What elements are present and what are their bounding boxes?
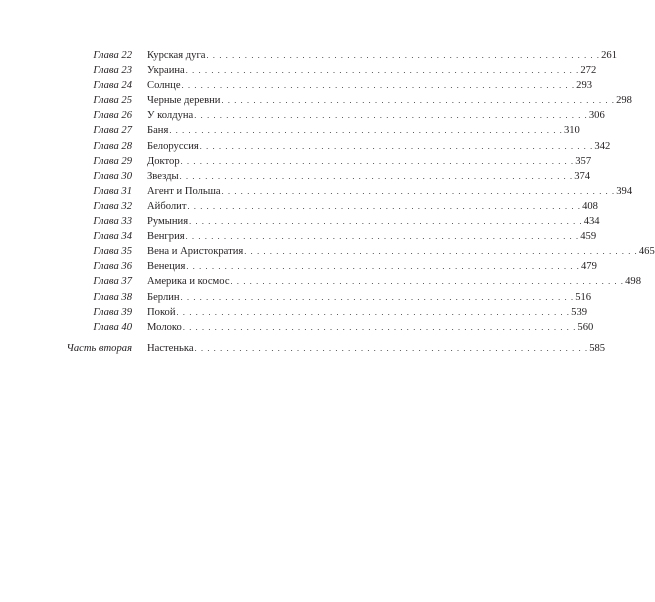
part-page-number: 585 [589, 342, 606, 354]
chapter-entry [147, 139, 611, 154]
chapter-entry [147, 63, 597, 78]
chapter-page-number: 539 [571, 306, 588, 318]
chapter-label: Глава 31 [93, 185, 132, 197]
chapter-entry [147, 48, 618, 63]
dot-leader: . . . . . . . . . . . . . . . . . . . . . . . . . . . . . . . . . . . . . . . . . . . . . . . . . . . . . . . . . . . . . . [186, 262, 580, 272]
chapter-page-number: 261 [601, 50, 618, 61]
chapter-page-number: 465 [638, 246, 655, 258]
chapter-title: Доктор [147, 155, 180, 167]
dot-leader: . . . . . . . . . . . . . . . . . . . . . . . . . . . . . . . . . . . . . . . . . . . . . . . . . . . . . . . . . . . . . . [199, 141, 594, 151]
chapter-label: Глава 36 [93, 261, 132, 273]
dot-leader: . . . . . . . . . . . . . . . . . . . . . . . . . . . . . . . . . . . . . . . . . . . . . . . . . . . . . . . . . . . . . . [182, 322, 577, 332]
chapter-label: Глава 33 [93, 216, 132, 228]
toc-row [0, 108, 605, 123]
chapter-title: Америка и космос [147, 276, 230, 288]
dot-leader: . . . . . . . . . . . . . . . . . . . . . . . . . . . . . . . . . . . . . . . . . . . . . . . . . . . . . . . . . . . . . . [230, 277, 625, 287]
toc-row [0, 290, 592, 305]
chapter-label: Глава 28 [93, 140, 132, 152]
chapter-label: Глава 38 [93, 291, 132, 303]
chapter-page-number: 516 [575, 291, 592, 303]
chapter-label: Глава 22 [93, 50, 132, 61]
chapter-title: Молоко [147, 321, 182, 333]
chapter-title: Берлин [147, 291, 180, 303]
chapter-page-number: 306 [588, 110, 605, 122]
chapter-page-number: 459 [580, 231, 597, 243]
toc-row [0, 214, 600, 229]
chapter-label: Глава 23 [93, 65, 132, 77]
toc-row [0, 184, 633, 199]
chapter-entry [147, 214, 600, 229]
toc-row [0, 274, 642, 289]
dot-leader: . . . . . . . . . . . . . . . . . . . . . . . . . . . . . . . . . . . . . . . . . . . . . . . . . . . . . . . . . . . . . . [179, 171, 574, 181]
chapter-entry [147, 154, 592, 169]
chapter-label: Глава 30 [93, 170, 132, 182]
chapter-title: Айболит [147, 200, 187, 212]
dot-leader: . . . . . . . . . . . . . . . . . . . . . . . . . . . . . . . . . . . . . . . . . . . . . . . . . . . . . . . . . . . . . . [176, 307, 571, 317]
toc-row [0, 244, 655, 259]
chapter-label: Глава 35 [93, 246, 132, 258]
chapter-entry [147, 78, 593, 93]
dot-leader: . . . . . . . . . . . . . . . . . . . . . . . . . . . . . . . . . . . . . . . . . . . . . . . . . . . . . . . . . . . . . . [185, 66, 580, 76]
dot-leader: . . . . . . . . . . . . . . . . . . . . . . . . . . . . . . . . . . . . . . . . . . . . . . . . . . . . . . . . . . . . . . [194, 111, 588, 121]
chapter-title: Агент и Польша [147, 185, 221, 197]
chapter-page-number: 298 [616, 95, 632, 107]
dot-leader: . . . . . . . . . . . . . . . . . . . . . . . . . . . . . . . . . . . . . . . . . . . . . . . . . . . . . . . . . . . . . . [189, 217, 583, 227]
chapter-page-number: 560 [577, 321, 594, 333]
chapter-page-number: 272 [580, 65, 597, 77]
chapter-entry [147, 320, 594, 335]
chapter-title: Румыния [147, 216, 189, 228]
chapter-title: Черные деревни [147, 95, 221, 107]
chapter-page-number: 293 [576, 80, 593, 92]
chapter-title: Украина [147, 65, 185, 77]
toc-row [0, 305, 588, 320]
chapter-label: Глава 34 [93, 231, 132, 243]
chapter-entry [147, 199, 598, 214]
dot-leader: . . . . . . . . . . . . . . . . . . . . . . . . . . . . . . . . . . . . . . . . . . . . . . . . . . . . . . . . . . . . . . [187, 201, 582, 211]
toc-row [0, 123, 580, 138]
part-label: Часть вторая [66, 342, 132, 354]
toc-row [0, 229, 597, 244]
chapter-title: У колдуна [147, 110, 194, 122]
table-of-contents [0, 48, 655, 356]
chapter-entry [147, 123, 580, 138]
toc-row [0, 169, 591, 184]
chapter-label: Глава 29 [93, 155, 132, 167]
dot-leader: . . . . . . . . . . . . . . . . . . . . . . . . . . . . . . . . . . . . . . . . . . . . . . . . . . . . . . . . . . . . . . [181, 81, 576, 91]
chapter-entry [147, 229, 597, 244]
chapter-entry [147, 184, 633, 199]
dot-leader: . . . . . . . . . . . . . . . . . . . . . . . . . . . . . . . . . . . . . . . . . . . . . . . . . . . . . . . . . . . . . . [185, 232, 580, 242]
chapter-page-number: 310 [563, 125, 580, 137]
chapter-title: Звезды [147, 170, 179, 182]
toc-row [0, 48, 618, 63]
toc-row [0, 154, 592, 169]
toc-row [0, 78, 593, 93]
chapter-label: Глава 39 [93, 306, 132, 318]
chapter-title: Покой [147, 306, 176, 318]
toc-row [0, 320, 594, 335]
chapter-entry [147, 244, 655, 259]
toc-row [0, 259, 597, 274]
chapter-entry [147, 108, 605, 123]
chapter-entry [147, 305, 588, 320]
chapter-label: Глава 24 [93, 80, 132, 92]
chapter-entry [147, 169, 591, 184]
part-entry [147, 341, 606, 356]
chapter-title: Вена и Аристократия [147, 246, 244, 258]
chapter-title: Баня [147, 125, 169, 137]
chapter-entry [147, 290, 592, 305]
dot-leader: . . . . . . . . . . . . . . . . . . . . . . . . . . . . . . . . . . . . . . . . . . . . . . . . . . . . . . . . . . . . . . [221, 186, 616, 196]
chapter-entry [147, 93, 632, 108]
dot-leader: . . . . . . . . . . . . . . . . . . . . . . . . . . . . . . . . . . . . . . . . . . . . . . . . . . . . . . . . . . . . . . [206, 51, 601, 60]
dot-leader: . . . . . . . . . . . . . . . . . . . . . . . . . . . . . . . . . . . . . . . . . . . . . . . . . . . . . . . . . . . . . . [169, 126, 563, 136]
dot-leader: . . . . . . . . . . . . . . . . . . . . . . . . . . . . . . . . . . . . . . . . . . . . . . . . . . . . . . . . . . . . . . [180, 292, 575, 302]
chapter-page-number: 394 [616, 185, 633, 197]
chapter-entry [147, 274, 642, 289]
chapter-page-number: 408 [582, 200, 598, 212]
toc-row [0, 93, 632, 108]
dot-leader: . . . . . . . . . . . . . . . . . . . . . . . . . . . . . . . . . . . . . . . . . . . . . . . . . . . . . . . . . . . . . . [180, 156, 575, 166]
chapter-page-number: 374 [574, 170, 591, 182]
chapter-label: Глава 26 [93, 110, 132, 122]
dot-leader: . . . . . . . . . . . . . . . . . . . . . . . . . . . . . . . . . . . . . . . . . . . . . . . . . . . . . . . . . . . . . . [221, 96, 616, 106]
chapter-label: Глава 25 [93, 95, 132, 107]
part-title: Настенька [147, 342, 194, 354]
chapter-title: Солнце [147, 80, 181, 92]
chapter-page-number: 357 [575, 155, 592, 167]
chapter-label: Глава 40 [93, 321, 132, 333]
chapter-title: Курская дуга [147, 50, 206, 61]
chapter-title: Белоруссия [147, 140, 199, 152]
chapter-page-number: 434 [583, 216, 600, 228]
toc-row [0, 199, 598, 214]
toc-row-part [0, 341, 606, 356]
chapter-list [0, 48, 655, 335]
chapter-page-number: 479 [580, 261, 597, 273]
chapter-label: Глава 32 [93, 200, 132, 212]
chapter-title: Венеция [147, 261, 186, 273]
chapter-label: Глава 27 [93, 125, 132, 137]
dot-leader: . . . . . . . . . . . . . . . . . . . . . . . . . . . . . . . . . . . . . . . . . . . . . . . . . . . . . . . . . . . . . . [244, 247, 638, 257]
dot-leader: . . . . . . . . . . . . . . . . . . . . . . . . . . . . . . . . . . . . . . . . . . . . . . . . . . . . . . . . . . . . . . [194, 343, 589, 353]
chapter-page-number: 498 [625, 276, 642, 288]
chapter-entry [147, 259, 597, 274]
chapter-page-number: 342 [594, 140, 611, 152]
toc-row [0, 139, 611, 154]
toc-row [0, 63, 597, 78]
chapter-label: Глава 37 [93, 276, 132, 288]
chapter-title: Венгрия [147, 231, 185, 243]
